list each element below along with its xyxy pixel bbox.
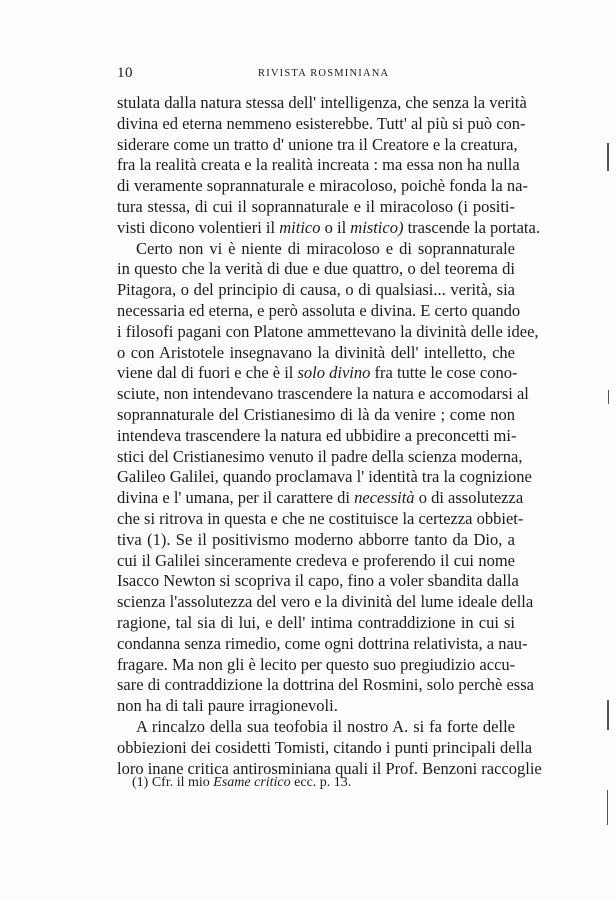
text-line <box>117 571 519 592</box>
text-segment: fra tutte le cose cono- <box>370 363 518 383</box>
text-segment: di veramente soprannaturale e miracoloso, poichè fonda la na- <box>117 176 528 196</box>
text-line <box>117 239 515 260</box>
text-line <box>117 134 518 156</box>
footnote-marker: (1) <box>132 775 149 790</box>
text-segment: ragione, tal sia di lui, e dell' intima contraddizione in cui si <box>117 612 515 632</box>
footnote-prefix: Cfr. il mio <box>151 775 214 790</box>
text-segment: visti dicono volentieri il <box>117 217 280 237</box>
text-segment: stici del Cristianesimo venuto il padre della scienza moderna, <box>117 446 523 466</box>
footnote-suffix: ecc. p. 13. <box>290 775 352 790</box>
text-segment: tiva (1). Se il positivismo moderno abborre tanto da Dio, a <box>117 529 515 549</box>
text-line <box>117 300 521 322</box>
text-segment: o il <box>320 217 351 237</box>
text-segment: divina e l' umana, per il carattere di <box>117 488 355 508</box>
text-segment: divina ed eterna nemmeno esisterebbe. Tutt' al più si può con- <box>117 113 526 133</box>
text-segment: obbiezioni dei cosidetti Tomisti, citando i punti principali della <box>117 737 533 757</box>
text-line <box>117 551 515 572</box>
text-segment: cui il Galilei sinceramente credeva e proferendo il cui nome <box>117 550 515 570</box>
text-line <box>117 259 515 280</box>
text-segment: sciute, non intendevano trascendere la natura e accomodarsi al <box>117 384 529 404</box>
margin-mark <box>607 790 608 825</box>
text-segment: fragare. Ma non gli è lecito per questo suo pregiudizio accu- <box>117 654 516 674</box>
text-segment: viene dal di fuori e che è il <box>117 363 298 383</box>
margin-mark <box>607 700 609 730</box>
text-segment: trascende la portata. <box>403 217 540 237</box>
text-line <box>117 426 515 447</box>
text-segment: tura stessa, di cui il soprannaturale e il miracoloso (i positi- <box>117 196 515 216</box>
footnote-title: Esame critico <box>213 775 291 790</box>
margin-mark <box>608 390 609 404</box>
text-line <box>117 488 524 509</box>
text-segment: o di assolutezza <box>414 488 524 508</box>
text-line <box>117 655 515 676</box>
text-segment: che si ritrova in questa e che ne costituisce la certezza obbiet- <box>117 508 524 528</box>
text-line <box>117 343 515 364</box>
text-line <box>117 197 515 218</box>
running-title: RIVISTA ROSMINIANA <box>258 68 390 79</box>
text-line <box>117 280 515 301</box>
page-number: 10 <box>117 65 133 81</box>
text-segment: fra la realità creata e la realità increata : ma essa non ha nulla <box>117 155 520 175</box>
text-line <box>117 675 534 696</box>
text-segment: Certo non vi è niente di miracoloso e di soprannaturale <box>136 238 515 258</box>
text-line <box>117 633 528 655</box>
text-line <box>117 467 532 488</box>
text-line <box>117 363 518 384</box>
text-segment: o con Aristotele insegnavano la divinità dell' intelletto, che <box>117 342 515 362</box>
margin-mark <box>607 143 609 171</box>
text-line <box>117 405 515 426</box>
text-line <box>117 592 534 613</box>
text-segment: A rincalzo della sua teofobia il nostro A. si fa forte delle <box>136 716 515 736</box>
text-line <box>117 446 523 468</box>
footnote <box>132 775 351 791</box>
text-line <box>117 113 526 135</box>
text-segment: Pitagora, o del principio di causa, o di qualsiasi... verità, sia <box>117 280 515 300</box>
text-segment: soprannaturale del Cristianesimo di là da venire ; come non <box>117 404 515 424</box>
italic-text: necessità <box>354 488 415 508</box>
text-line <box>117 217 540 239</box>
text-line <box>117 613 515 634</box>
text-line <box>117 384 529 405</box>
text-segment: necessaria ed eterna, e però assoluta e divina. E certo quando <box>117 300 521 320</box>
text-line <box>117 155 520 176</box>
text-line <box>117 737 533 759</box>
text-line <box>117 176 528 197</box>
text-segment: stulata dalla natura stessa dell' intelligenza, che senza la verità <box>117 93 527 112</box>
text-line <box>117 530 515 551</box>
text-line <box>117 321 539 343</box>
text-segment: scienza l'assolutezza del vero e la divinità del lume ideale della <box>117 592 534 612</box>
body-text <box>117 93 542 779</box>
text-segment: loro inane critica antirosminiana quali il Prof. Benzoni raccoglie <box>117 758 542 778</box>
text-line <box>117 717 515 738</box>
text-segment: i filosofi pagani con Platone ammettevano la divinità delle idee, <box>117 321 539 341</box>
text-segment: condanna senza rimedio, come ogni dottrina relativista, a nau- <box>117 633 528 653</box>
italic-text: mitico <box>279 217 321 237</box>
text-segment: Isacco Newton si scopriva il capo, fino a voler sbandita dalla <box>117 571 519 591</box>
text-segment: sare di contraddizione la dottrina del Rosmini, solo perchè essa <box>117 675 534 695</box>
text-segment: intendeva trascendere la natura ed ubbidire a preconcetti mi- <box>117 425 517 445</box>
text-segment: siderare come un tratto d' unione tra il Creatore e la creatura, <box>117 134 518 154</box>
text-line <box>117 508 524 530</box>
text-segment: Galileo Galilei, quando proclamava l' identità tra la cognizione <box>117 467 532 487</box>
italic-text: mistico) <box>350 217 404 237</box>
text-segment: non ha di tali paure irragionevoli. <box>117 696 338 716</box>
text-line <box>117 696 515 717</box>
text-line <box>117 93 527 114</box>
italic-text: solo divino <box>297 363 371 383</box>
text-segment: in questo che la verità di due e due quattro, o del teorema di <box>117 259 515 279</box>
